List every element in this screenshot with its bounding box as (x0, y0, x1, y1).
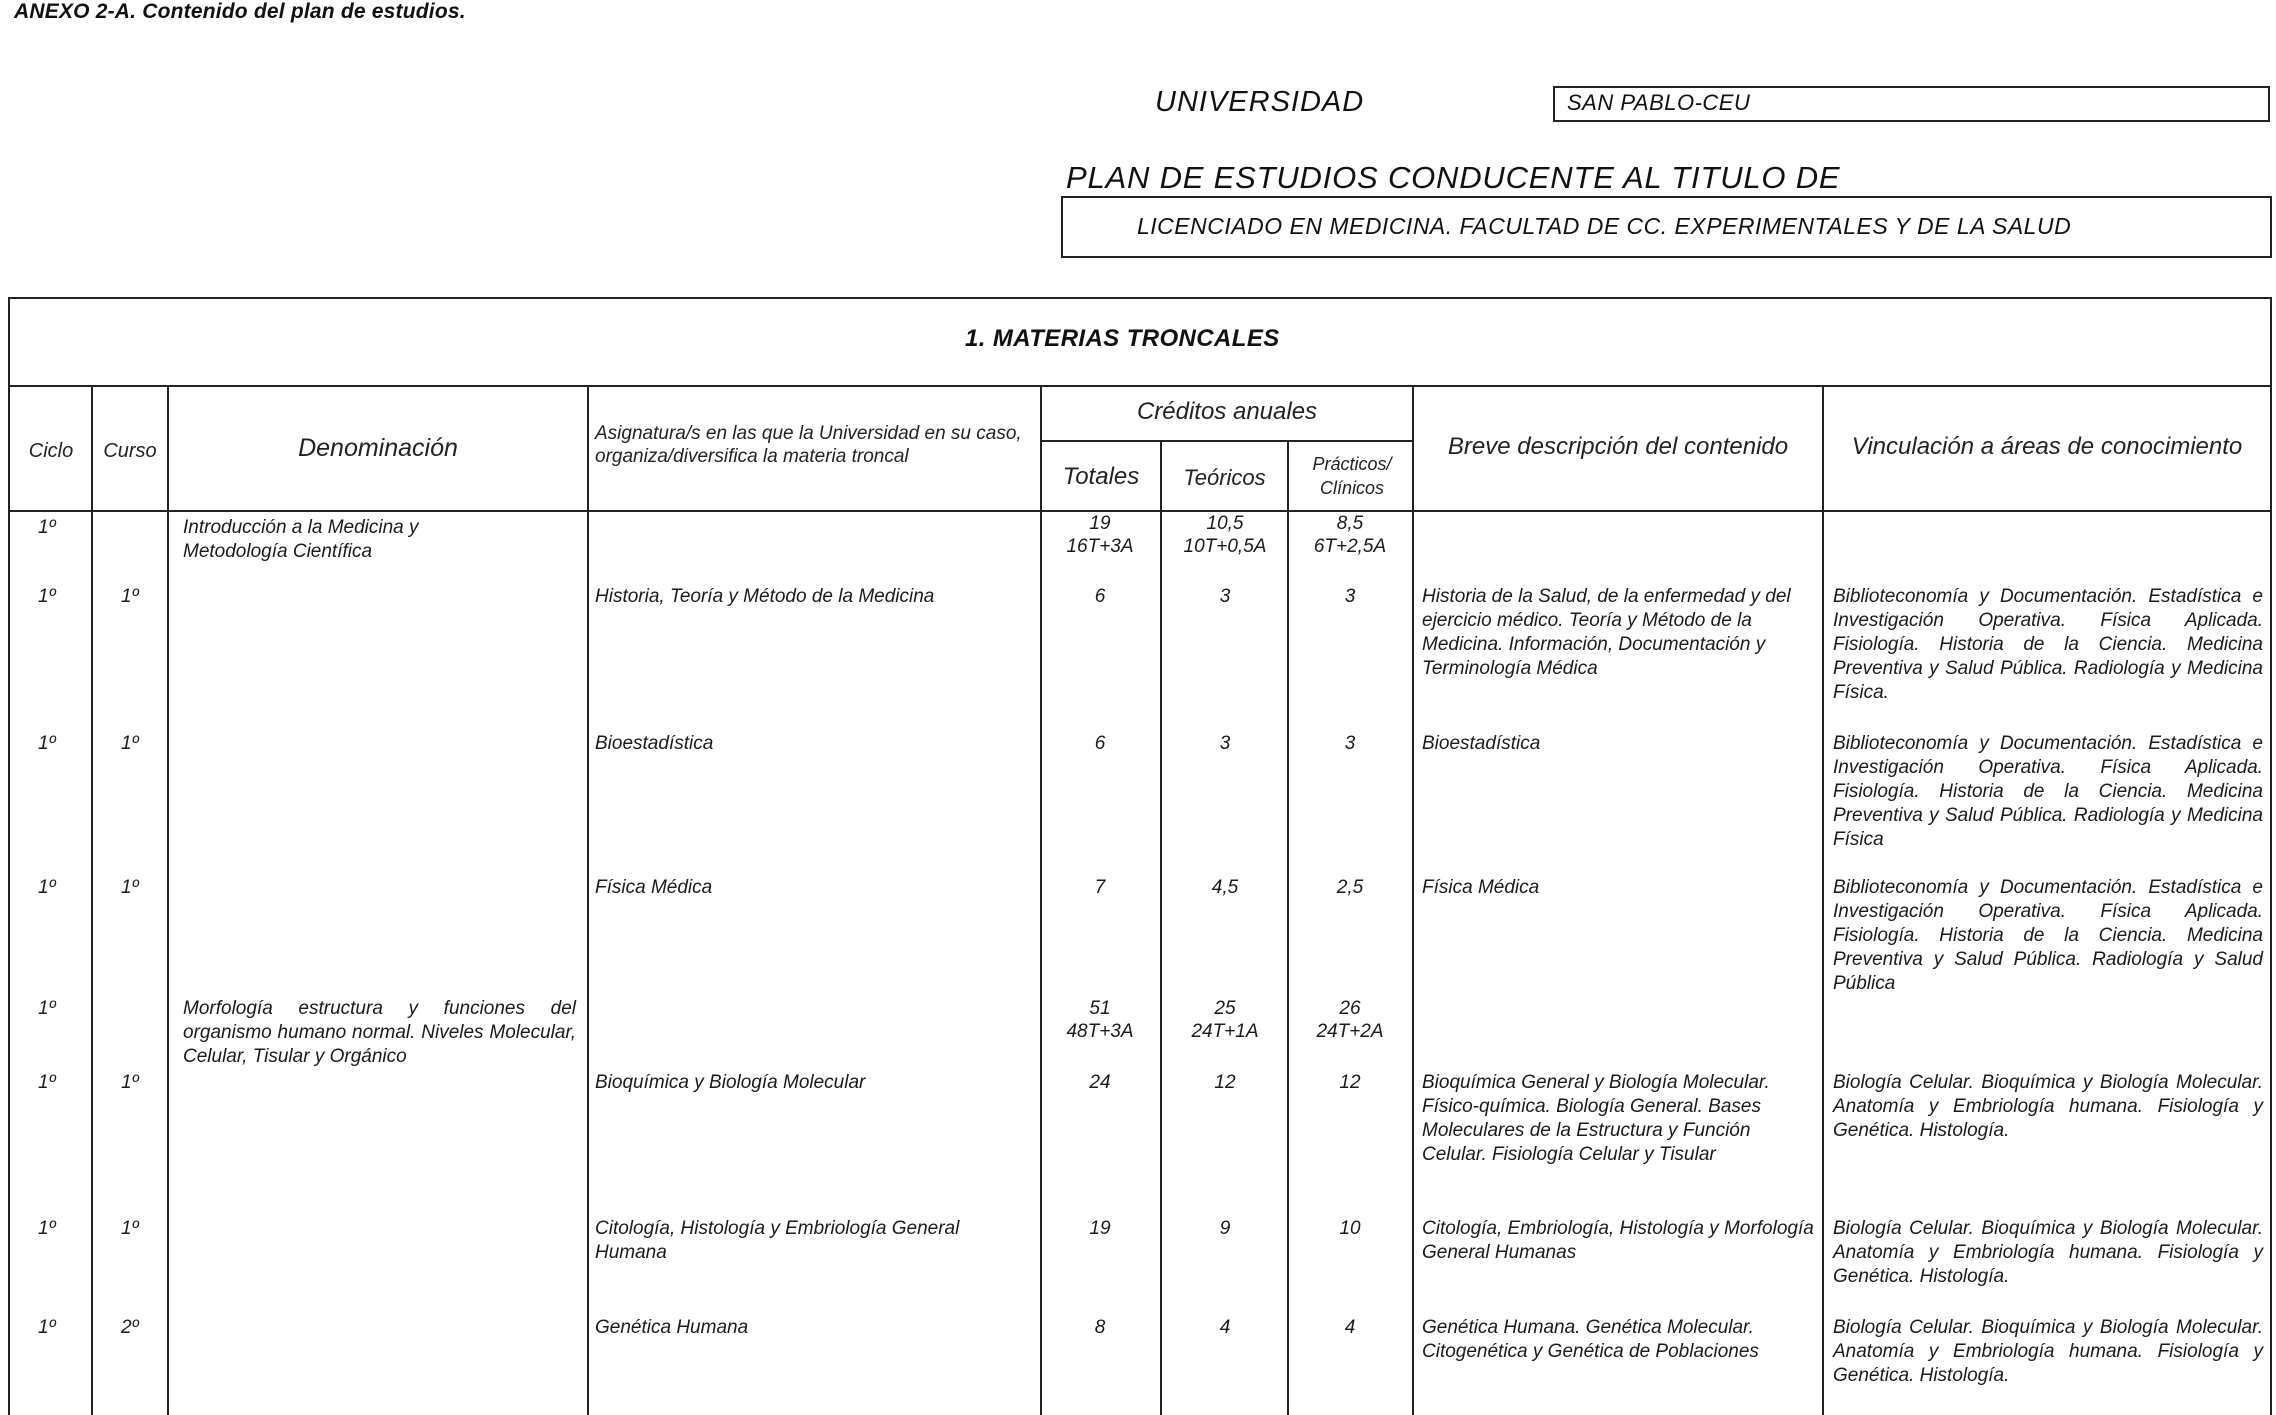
cell-descripcion: Genética Humana. Genética Molecular. Citogenética y Genética de Poblaciones (1422, 1317, 1759, 1362)
annex-title: ANEXO 2-A. Contenido del plan de estudios. (14, 0, 466, 23)
cell-vinculacion: Biología Celular. Bioquímica y Biología Molecular. Anatomía y Embriología humana. Fisiología y Genética. Histología. (1833, 1317, 2263, 1386)
cell-practicos: 3 (1344, 586, 1356, 607)
cell-descripcion: Citología, Embriología, Histología y Morfología General Humanas (1422, 1218, 1814, 1263)
cell-teoricos-detail: 10T+0,5A (1183, 536, 1267, 557)
header-asignatura: Asignatura/s en las que la Universidad en su caso, organiza/diversifica la materia troncal (595, 423, 1022, 467)
column-divider (1822, 385, 1824, 1415)
cell-descripcion: Bioestadística (1422, 733, 1541, 754)
column-divider (1040, 385, 1042, 1415)
column-divider (587, 385, 589, 1415)
degree-title-value: LICENCIADO EN MEDICINA. FACULTAD DE CC. EXPERIMENTALES Y DE LA SALUD (1137, 213, 2072, 239)
cell-ciclo: 1º (38, 517, 56, 538)
cell-teoricos: 3 (1219, 733, 1231, 754)
cell-teoricos: 9 (1219, 1218, 1231, 1239)
header-practicos: Prácticos/ Clínicos (1312, 454, 1392, 498)
header-totales: Totales (1062, 463, 1140, 490)
header-teoricos: Teóricos (1183, 465, 1266, 490)
column-divider (1287, 440, 1289, 1415)
column-divider (1160, 440, 1162, 1415)
cell-totales: 6 (1094, 586, 1106, 607)
cell-teoricos: 10,5 (1206, 513, 1244, 534)
cell-descripcion: Física Médica (1422, 877, 1540, 898)
cell-practicos-detail: 24T+2A (1316, 1021, 1384, 1042)
cell-ciclo: 1º (38, 877, 56, 898)
column-divider (1412, 385, 1414, 1415)
cell-practicos: 4 (1344, 1317, 1356, 1338)
cell-ciclo: 1º (38, 1317, 56, 1338)
university-value: SAN PABLO-CEU (1567, 90, 1751, 115)
credits-subheader-divider (1040, 440, 1412, 442)
header-ciclo: Ciclo (28, 440, 74, 462)
cell-asignatura: Genética Humana (595, 1317, 749, 1338)
cell-vinculacion: Biología Celular. Bioquímica y Biología Molecular. Anatomía y Embriología humana. Fisiología y Genética. Histología. (1833, 1218, 2263, 1287)
plan-label: PLAN DE ESTUDIOS CONDUCENTE AL TITULO DE (1066, 160, 1841, 195)
cell-teoricos: 4 (1219, 1317, 1231, 1338)
cell-ciclo: 1º (38, 586, 56, 607)
cell-totales-detail: 16T+3A (1066, 536, 1134, 557)
cell-asignatura: Citología, Histología y Embriología General Humana (595, 1218, 960, 1263)
cell-totales: 51 (1089, 998, 1111, 1019)
cell-descripcion: Historia de la Salud, de la enfermedad y del ejercicio médico. Teoría y Método de la Medicina. Información, Documentación y Terminología Médica (1422, 586, 1791, 679)
cell-curso: 2º (121, 1317, 139, 1338)
cell-curso: 1º (121, 586, 139, 607)
cell-teoricos: 3 (1219, 586, 1231, 607)
cell-practicos: 26 (1339, 998, 1361, 1019)
cell-teoricos: 12 (1214, 1072, 1236, 1093)
section-title: 1. MATERIAS TRONCALES (965, 325, 1280, 352)
header-curso: Curso (103, 440, 157, 462)
cell-vinculacion: Biblioteconomía y Documentación. Estadística e Investigación Operativa. Física Aplicada. Fisiología. Historia de la Ciencia. Medicina Preventiva y Salud Pública. Radiología y Salud Pública (1833, 877, 2263, 994)
cell-teoricos-detail: 24T+1A (1191, 1021, 1259, 1042)
header-vinculacion: Vinculación a áreas de conocimiento (1851, 433, 2243, 460)
cell-teoricos: 25 (1214, 998, 1236, 1019)
cell-curso: 1º (121, 1072, 139, 1093)
cell-totales: 8 (1094, 1317, 1106, 1338)
cell-denominacion: Introducción a la Medicina y Metodología Científica (183, 517, 419, 562)
university-label: UNIVERSIDAD (1155, 86, 1365, 118)
header-denominacion: Denominación (298, 434, 458, 462)
cell-totales: 19 (1089, 513, 1111, 534)
header-creditos-anuales: Créditos anuales (1136, 398, 1318, 425)
cell-practicos: 12 (1339, 1072, 1361, 1093)
column-divider (91, 385, 93, 1415)
section-title-divider (8, 385, 2272, 387)
column-divider (167, 385, 169, 1415)
cell-asignatura: Bioquímica y Biología Molecular (595, 1072, 866, 1093)
cell-totales: 19 (1089, 1218, 1111, 1239)
cell-vinculacion: Biblioteconomía y Documentación. Estadística e Investigación Operativa. Física Aplicada. Fisiología. Historia de la Ciencia. Medicina Preventiva y Salud Pública. Radiología y Medicina Física. (1833, 586, 2263, 703)
cell-totales: 7 (1094, 877, 1106, 898)
cell-ciclo: 1º (38, 733, 56, 754)
cell-practicos: 3 (1344, 733, 1356, 754)
cell-totales: 6 (1094, 733, 1106, 754)
cell-ciclo: 1º (38, 998, 56, 1019)
header-descripcion: Breve descripción del contenido (1447, 433, 1789, 460)
cell-curso: 1º (121, 733, 139, 754)
cell-asignatura: Historia, Teoría y Método de la Medicina (595, 586, 935, 607)
cell-ciclo: 1º (38, 1218, 56, 1239)
cell-ciclo: 1º (38, 1072, 56, 1093)
cell-practicos-detail: 6T+2,5A (1313, 536, 1387, 557)
cell-vinculacion: Biología Celular. Bioquímica y Biología Molecular. Anatomía y Embriología humana. Fisiología y Genética. Histología. (1833, 1072, 2263, 1141)
cell-teoricos: 4,5 (1211, 877, 1239, 898)
cell-vinculacion: Biblioteconomía y Documentación. Estadística e Investigación Operativa. Física Aplicada. Fisiología. Historia de la Ciencia. Medicina Preventiva y Salud Pública. Radiología y Medicina Física (1833, 733, 2263, 850)
cell-curso: 1º (121, 877, 139, 898)
cell-practicos: 8,5 (1336, 513, 1364, 534)
cell-practicos: 10 (1339, 1218, 1361, 1239)
cell-totales: 24 (1089, 1072, 1111, 1093)
cell-totales-detail: 48T+3A (1066, 1021, 1134, 1042)
cell-curso: 1º (121, 1218, 139, 1239)
cell-asignatura: Bioestadística (595, 733, 714, 754)
cell-practicos: 2,5 (1336, 877, 1364, 898)
cell-descripcion: Bioquímica General y Biología Molecular. Físico-química. Biología General. Bases Moleculares de la Estructura y Función Celular. Fisiología Celular y Tisular (1422, 1072, 1770, 1165)
cell-asignatura: Física Médica (595, 877, 713, 898)
cell-denominacion: Morfología estructura y funciones del organismo humano normal. Niveles Molecular, Celular, Tisular y Orgánico (183, 998, 576, 1067)
